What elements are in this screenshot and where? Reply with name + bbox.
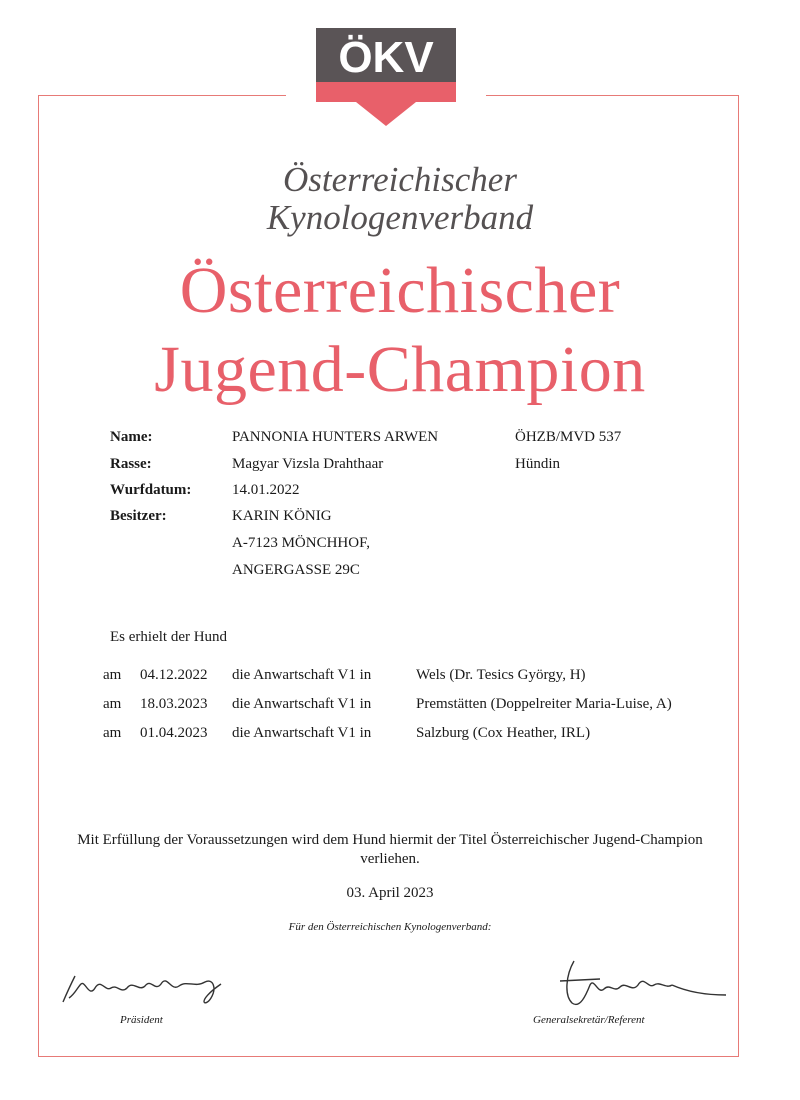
owner-street: ANGERGASSE 29C — [232, 562, 360, 578]
certificate-frame — [38, 95, 739, 1057]
owner-city: A-7123 MÖNCHHOF, — [232, 535, 370, 551]
birth-date-label: Wurfdatum: — [110, 482, 192, 498]
award-row-text: die Anwartschaft V1 in — [232, 725, 372, 741]
president-signature — [55, 958, 235, 1018]
awards-intro: Es erhielt der Hund — [110, 629, 228, 645]
closing-line2: verliehen. — [360, 851, 420, 867]
award-row-place: Wels (Dr. Tesics György, H) — [416, 667, 586, 683]
president-label: Präsident — [120, 1014, 163, 1026]
award-row-date: 04.12.2022 — [140, 667, 208, 683]
logo-text: ÖKV — [338, 33, 434, 82]
owner-label: Besitzer: — [110, 508, 167, 524]
dog-breed: Magyar Vizsla Drahthaar — [232, 456, 384, 472]
organization-name-line2: Kynologenverband — [266, 198, 534, 237]
award-row-prefix: am — [103, 667, 122, 683]
award-row-prefix: am — [103, 725, 122, 741]
birth-date: 14.01.2022 — [232, 482, 300, 498]
award-row-place: Salzburg (Cox Heather, IRL) — [416, 725, 591, 741]
dog-name: PANNONIA HUNTERS ARWEN — [232, 429, 439, 445]
okv-logo — [286, 22, 486, 152]
issue-date: 03. April 2023 — [346, 885, 434, 901]
on-behalf-line: Für den Österreichischen Kynologenverband: — [288, 921, 492, 933]
award-row-text: die Anwartschaft V1 in — [232, 667, 372, 683]
breed-label: Rasse: — [110, 456, 152, 472]
closing-line1: Mit Erfüllung der Voraussetzungen wird dem Hund hiermit der Titel Österreichischer Jugend-Champion — [77, 832, 703, 848]
name-label: Name: — [110, 429, 153, 445]
closing-statement — [40, 831, 740, 869]
award-row-prefix: am — [103, 696, 122, 712]
dog-sex: Hündin — [515, 456, 560, 472]
award-row-text: die Anwartschaft V1 in — [232, 696, 372, 712]
registration-number: ÖHZB/MVD 537 — [515, 429, 622, 445]
award-row-date: 18.03.2023 — [140, 696, 208, 712]
award-row-date: 01.04.2023 — [140, 725, 208, 741]
owner-name: KARIN KÖNIG — [232, 508, 332, 524]
certificate-title-line2: Jugend-Champion — [154, 333, 646, 406]
award-row-place: Premstätten (Doppelreiter Maria-Luise, A) — [416, 696, 672, 712]
organization-name-line1: Österreichischer — [283, 160, 517, 199]
certificate-title-line1: Österreichischer — [179, 254, 621, 327]
secretary-signature — [530, 955, 740, 1015]
secretary-label: Generalsekretär/Referent — [533, 1014, 645, 1026]
